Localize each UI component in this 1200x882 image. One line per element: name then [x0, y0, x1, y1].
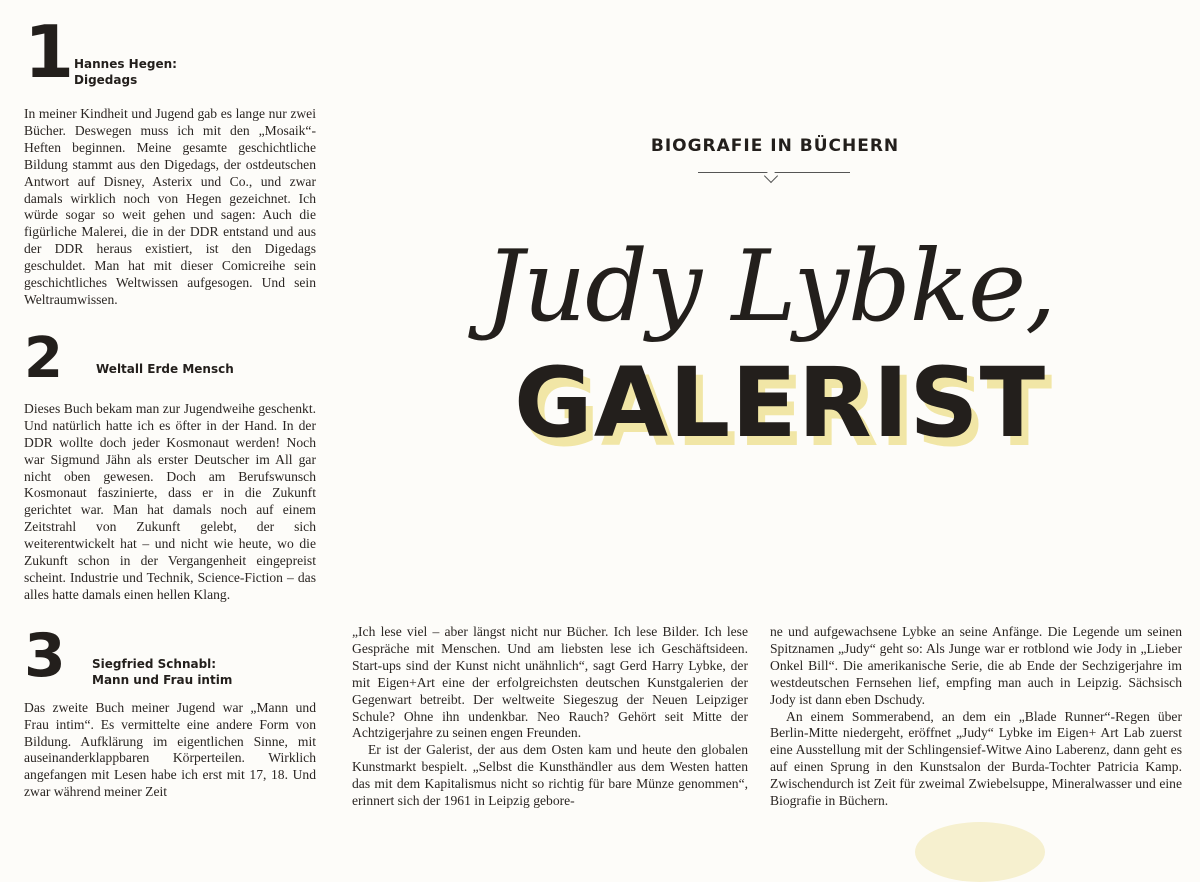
article-column-2: [770, 624, 1182, 810]
entry-title-line: Mann und Frau intim: [92, 672, 233, 687]
entry-title-line: Hannes Hegen:: [74, 57, 177, 71]
article-paragraph: An einem Sommerabend, an dem ein „Blade Runner“-Regen über Berlin-Mitte niedergeht, eröffnet „Judy“ Lybke im Eigen+ Art Lab zuerst eine Ausstellung mit der Schlingensief-Witwe Aino Laberenz, dann geht es auf einen Sprung in den Kunstsalon der Burda-Tochter Patricia Kamp. Zwischendurch ist Zeit für zweimal Zwiebelsuppe, Mineralwasser und eine Biografie in Büchern.: [770, 708, 1182, 809]
article-paragraph: Er ist der Galerist, der aus dem Osten kam und heute den globalen Kunstmarkt bespielt. „Selbst die Kunsthändler aus dem Westen hatten das mit dem Kapitalismus nicht so richtig für bare Münze genommen“, erinnert sich der 1961 in Leipzig gebore-: [352, 742, 748, 809]
entry-title: [92, 656, 232, 688]
book-entry-2-header: [24, 325, 316, 391]
entry-title-line: Digedags: [74, 73, 138, 87]
book-list: [24, 10, 316, 801]
entry-number: 3: [24, 620, 64, 691]
article-paragraph: „Ich lese viel – aber längst nicht nur Bücher. Ich lese Bilder. Ich lese Gespräche mit Menschen. Und am liebsten lese ich Geschäftsideen. Start-ups sind der Kunst nicht unähnlich“, sagt Gerd Harry Lybke, der mit Eigen+Art eine der erfolgreichsten deutschen Kunstgalerien der Gegenwart betreibt. Der weltweite Siegeszug der Neuen Leipziger Schule? Ohne ihn undenkbar. Neo Rauch? Gehört seit Mitte der Achtzigerjahre zu seinen engen Freunden.: [352, 624, 748, 741]
entry-body: Das zweite Buch meiner Jugend war „Mann und Frau intim“. Es vermittelte eine andere Form von Bildung. Aufklärung im eigentlichen Sinne, mit auseinanderklappbaren Körperteilen. Wirklich angefangen mit Lesen habe ich erst mit 17, 18. Und zwar während meiner Zeit: [24, 699, 316, 800]
entry-body: Dieses Buch bekam man zur Jugendweihe geschenkt. Und natürlich hatte ich es öfter in der Hand. In der DDR wollte doch jeder Kosmonaut werden! Noch war Sigmund Jähn als erster Deutscher im All gar nicht oben gewesen. Doch am Berufswunsch Kosmonaut faszinierte, dass er in die Zukunft gerichtet war. Man hat damals noch auf einem Zeitstrahl von Zukunft gelebt, der sich weiterentwickelt hat – und nicht wie heute, wo die Zukunft schon in der Vergangenheit eingepreist scheint. Industrie und Technik, Science-Fiction – das alles hatte damals einen hellen Klang.: [24, 400, 316, 602]
book-entry-1-header: [24, 10, 316, 96]
article-column-1: [352, 624, 748, 810]
section-kicker: BIOGRAFIE IN BÜCHERN: [650, 136, 900, 156]
entry-title: [96, 361, 234, 377]
book-entry-3-header: [24, 620, 316, 691]
book-entry-1: [24, 10, 316, 309]
headline-profession: GALERIST: [513, 347, 1047, 459]
article-paragraph: ne und aufgewachsene Lybke an seine Anfänge. Die Legende um seinen Spitznamen „Judy“ geht so: Als Junge war er rotblond wie Jody in „Lieber Onkel Bill“. Die amerikanische Serie, die ab Ende der Sechzigerjahre im westdeutschen Fernsehen lief, empfing man auch in Leipzig. Sächsisch Jody ist dann eben Dschudy.: [770, 624, 1182, 707]
entry-title: [74, 56, 177, 88]
entry-title-line: Weltall Erde Mensch: [96, 361, 234, 376]
book-entry-2: [24, 325, 316, 604]
decorative-circle: [915, 822, 1045, 882]
entry-title-line: Siegfried Schnabl:: [92, 656, 217, 671]
headline-name: Judy Lybke,: [484, 230, 1056, 344]
entry-body: In meiner Kindheit und Jugend gab es lange nur zwei Bücher. Deswegen muss ich mit den „Mosaik“-Heften beginnen. Meine gesamte geschichtliche Bildung stammt aus den Digedags, der ostdeutschen Antwort auf Disney, Asterix und Co., und zwar damals wirklich noch von Hegen gezeichnet. Ich würde sogar so weit gehen und sagen: Auch die figürliche Malerei, die in der DDR entstand und aus der DDR heraus existiert, ist den Digedags geschuldet. Man hat mit dieser Comicreihe sein geschichtliches Weltwissen aufgesogen. Und sein Weltraumwissen.: [24, 106, 316, 307]
entry-number: 2: [24, 325, 61, 391]
entry-number: 1: [24, 10, 73, 94]
book-entry-3: [24, 620, 316, 801]
